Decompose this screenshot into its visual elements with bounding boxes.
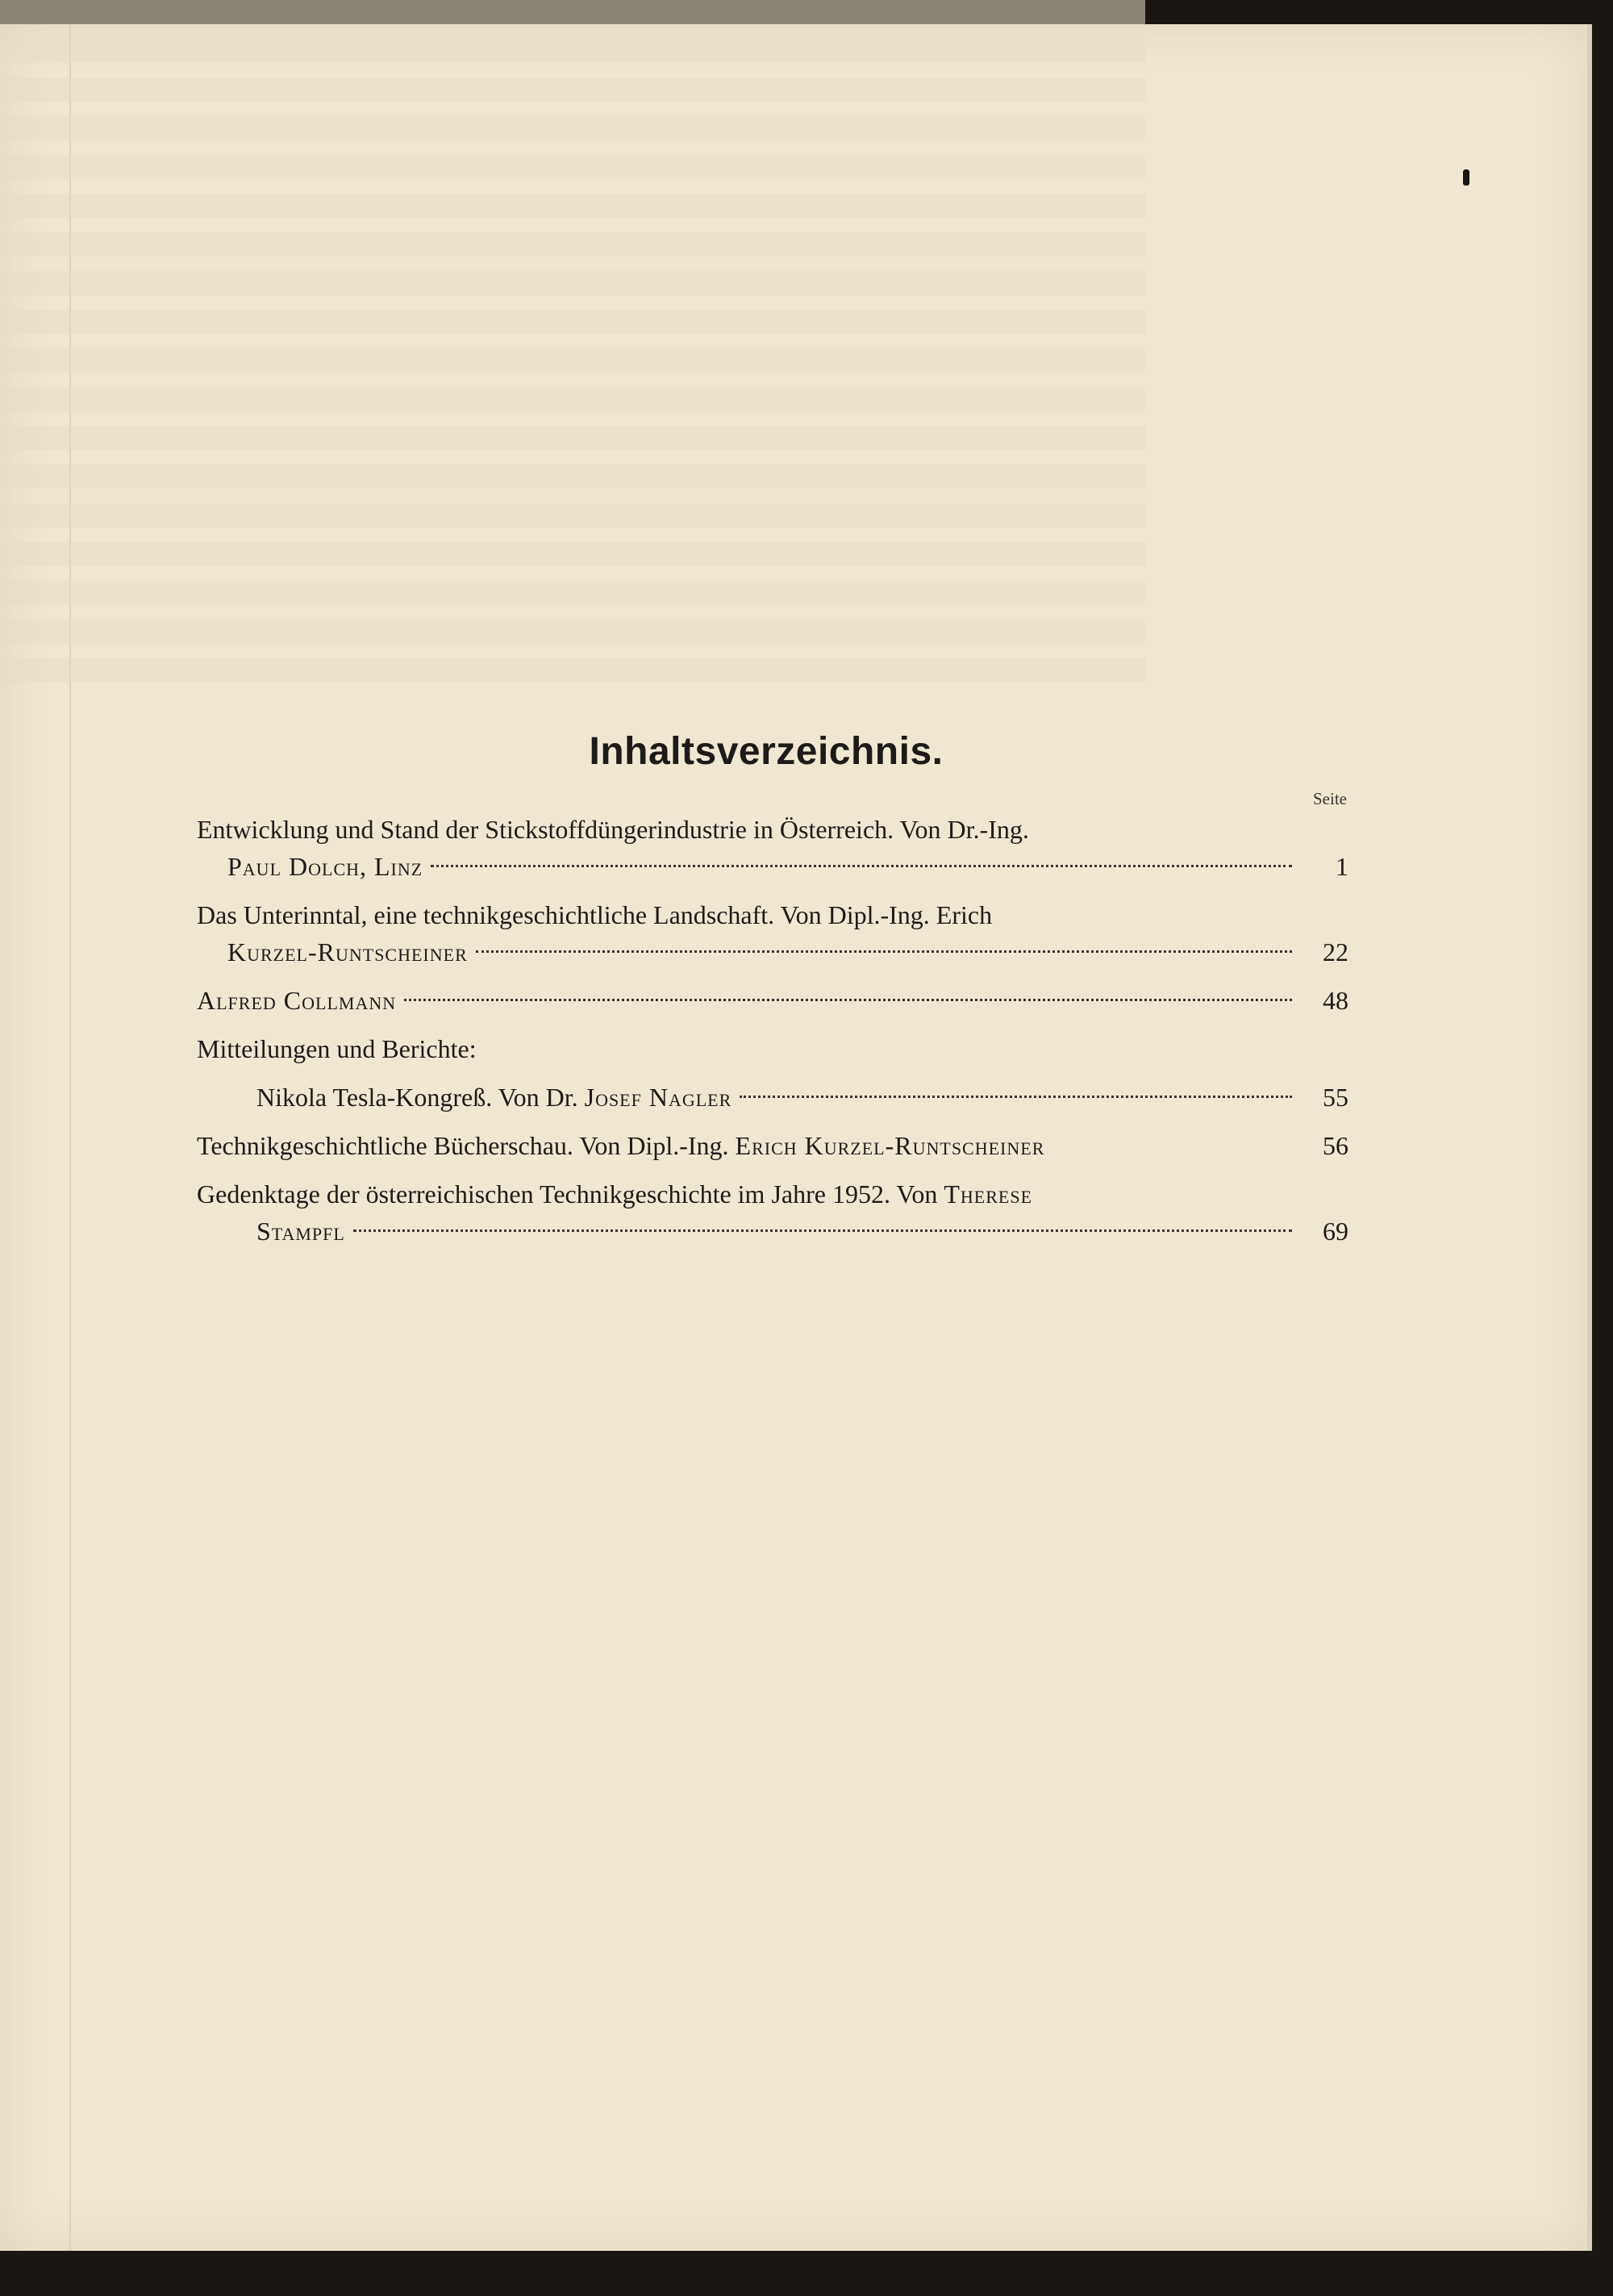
leader-dots bbox=[740, 1095, 1292, 1098]
toc-entry bbox=[197, 1175, 1348, 1250]
entry-title: Das Unterinntal, eine technikgeschichtliche Landschaft. Von Dipl.-Ing. Erich bbox=[197, 900, 993, 929]
toc-entry bbox=[197, 1079, 1348, 1116]
toc-entry bbox=[197, 811, 1348, 885]
leader-dots bbox=[353, 1229, 1292, 1232]
leader-dots bbox=[476, 950, 1292, 953]
page-title: Inhaltsverzeichnis. bbox=[589, 730, 944, 773]
entry-page-number: 56 bbox=[1323, 1131, 1348, 1160]
entry-title: Gedenktage der österreichischen Technikgeschichte im Jahre 1952. Von Therese bbox=[197, 1179, 1033, 1209]
ink-speck bbox=[1463, 169, 1469, 186]
toc-list bbox=[197, 811, 1348, 1250]
page-column-label: Seite bbox=[1313, 789, 1347, 808]
entry-page-number: 55 bbox=[1323, 1083, 1348, 1112]
entry-title: Entwicklung und Stand der Stickstoffdüngerindustrie in Österreich. Von Dr.-Ing. bbox=[197, 815, 1029, 844]
entry-author: Stampfl bbox=[256, 1217, 345, 1246]
toc-section-heading bbox=[197, 1030, 1348, 1067]
toc-entry bbox=[197, 982, 1348, 1019]
entry-author: Josef Nagler bbox=[584, 1083, 732, 1112]
entry-title: Technikgeschichtliche Bücherschau. Von Dipl.-Ing. Erich Kurzel-Runtscheiner bbox=[197, 1131, 1045, 1160]
entry-page-number: 69 bbox=[1323, 1217, 1348, 1246]
entry-author: Kurzel-Runtscheiner bbox=[227, 937, 468, 966]
leader-dots bbox=[404, 998, 1292, 1001]
toc-entry bbox=[197, 896, 1348, 971]
entry-author: Therese bbox=[944, 1179, 1033, 1209]
leader-dots bbox=[431, 864, 1292, 867]
toc-entry bbox=[197, 1127, 1348, 1164]
entry-page-number: 48 bbox=[1323, 986, 1348, 1015]
entry-page-number: 1 bbox=[1336, 852, 1348, 881]
section-heading: Mitteilungen und Berichte: bbox=[197, 1034, 477, 1063]
entry-author: Erich Kurzel-Runtscheiner bbox=[735, 1131, 1045, 1160]
entry-page-number: 22 bbox=[1323, 937, 1348, 966]
bleed-through-text bbox=[0, 0, 1145, 694]
entry-title: Alfred Collmann bbox=[197, 986, 397, 1015]
entry-author: Paul Dolch, Linz bbox=[227, 852, 423, 881]
entry-title: Nikola Tesla-Kongreß. Von Dr. Josef Nagler bbox=[256, 1083, 732, 1112]
